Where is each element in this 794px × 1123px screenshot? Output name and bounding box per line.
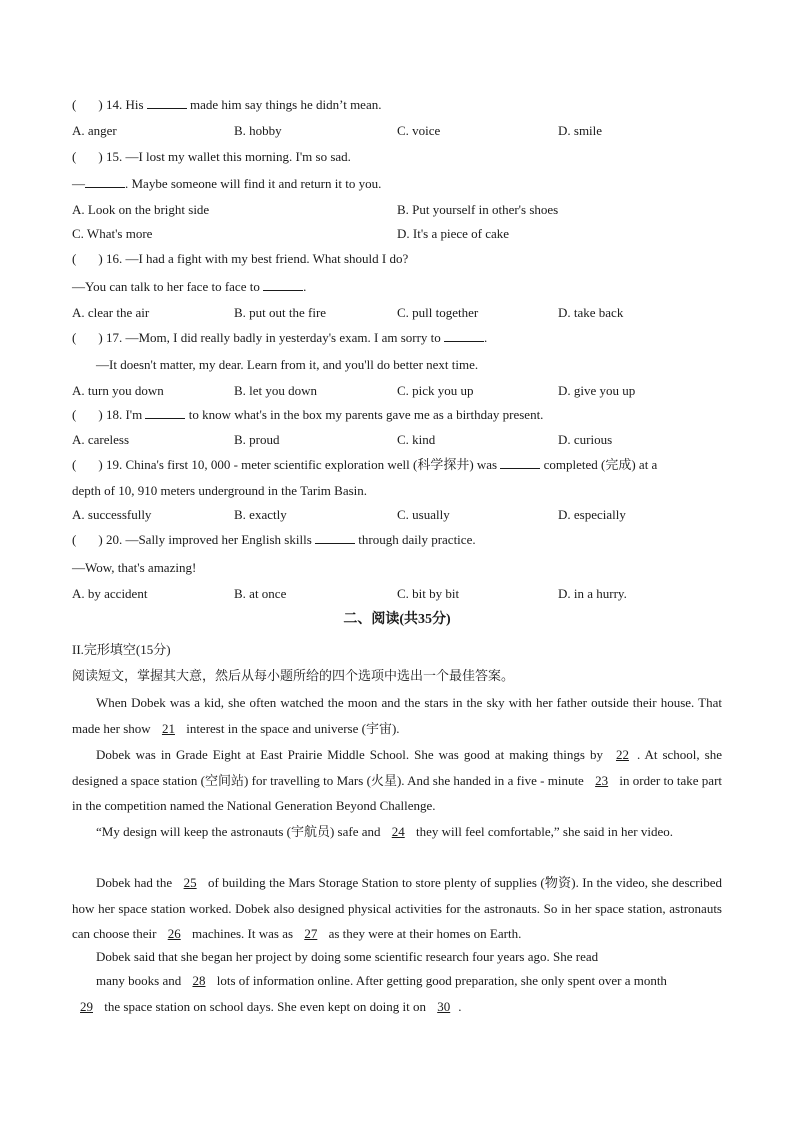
blank-28: 28 <box>192 973 206 988</box>
answer-blank <box>85 175 125 188</box>
answer-blank <box>147 96 187 109</box>
question-14: ( ) 14. His made him say things he didn’t mean. <box>72 97 382 112</box>
question-18: ( ) 18. I'm to know what's in the box my parents gave me as a birthday present. <box>72 407 544 422</box>
option-c: C. kind <box>397 432 436 447</box>
cloze-paragraph-2: Dobek was in Grade Eight at East Prairie Middle School. She was good at making things by 22 . At school, she designed a space station (空间站) for travelling to Mars (火星). And she handed in a five - minute 23 in order to take part in the competition named the National Generation Beyond Challenge. <box>72 742 722 819</box>
option-c: C. usually <box>397 507 450 522</box>
question-19-cont: depth of 10, 910 meters underground in the Tarim Basin. <box>72 483 368 498</box>
option-d: D. in a hurry. <box>558 586 627 601</box>
option-d: D. It's a piece of cake <box>397 226 510 241</box>
option-d: D. smile <box>558 123 603 138</box>
option-a: A. turn you down <box>72 383 164 398</box>
answer-blank <box>315 531 355 544</box>
question-number: 14 <box>105 97 119 112</box>
option-a: A. clear the air <box>72 305 150 320</box>
blank-27: 27 <box>304 926 318 941</box>
option-b: B. at once <box>234 586 287 601</box>
option-c: C. pick you up <box>397 383 474 398</box>
option-d: D. especially <box>558 507 626 522</box>
blank-21: 21 <box>161 720 175 736</box>
answer-blank <box>263 278 303 291</box>
option-b: B. proud <box>234 432 280 447</box>
blank-24: 24 <box>391 824 405 839</box>
option-c: C. voice <box>397 123 441 138</box>
cloze-paragraph-5-line-1: Dobek said that she began her project by doing some scientific research four years ago. She read <box>96 949 599 964</box>
option-c: C. bit by bit <box>397 586 460 601</box>
blank-22: 22 <box>615 747 629 762</box>
option-a: A. by accident <box>72 586 148 601</box>
answer-blank <box>145 406 185 419</box>
option-b: B. hobby <box>234 123 282 138</box>
question-19: ( ) 19. China's first 10, 000 - meter scientific exploration well (科学探井) was completed (完成) at a <box>72 457 658 472</box>
option-b: B. Put yourself in other's shoes <box>397 202 559 217</box>
option-a: A. anger <box>72 123 117 138</box>
cloze-paragraph-4: Dobek had the 25 of building the Mars Storage Station to store plenty of supplies (物资). In the video, she described how her space station worked. Dobek also designed physical activities for the astronauts. So in her space station, astronauts can choose their 26 machines. It was as 27 as they were at their homes on Earth. <box>72 870 722 947</box>
question-16-reply: —You can talk to her face to face to . <box>72 279 307 294</box>
blank-30: 30 <box>437 999 451 1014</box>
cloze-paragraph-5: many books and 28 lots of information online. After getting good preparation, she only spent over a month <box>96 968 722 994</box>
question-17-reply: —It doesn't matter, my dear. Learn from it, and you'll do better next time. <box>96 357 479 372</box>
question-15-reply: — . Maybe someone will find it and return it to you. <box>72 176 382 191</box>
blank-23: 23 <box>595 772 609 788</box>
cloze-instruction: 阅读短文，掌握其大意，然后从每小题所给的四个选项中选出一个最佳答案。 <box>72 668 515 683</box>
question-17: ( ) 17. —Mom, I did really badly in yesterday's exam. I am sorry to . <box>72 330 488 345</box>
cloze-paragraph-1: When Dobek was a kid, she often watched the moon and the stars in the sky with her father outside their house. That made her show 21 interest in the space and universe (宇宙). <box>72 690 722 741</box>
cloze-paragraph-3: “My design will keep the astronauts (宇航员) safe and 24 they will feel comfortable,” she said in her video. <box>72 819 722 845</box>
option-d: D. curious <box>558 432 613 447</box>
option-b: B. let you down <box>234 383 318 398</box>
blank-25: 25 <box>183 875 197 890</box>
blank-26: 26 <box>167 926 181 941</box>
question-20: ( ) 20. —Sally improved her English skills through daily practice. <box>72 532 476 547</box>
question-16: ( ) 16. —I had a fight with my best friend. What should I do? <box>72 251 409 266</box>
option-a: A. careless <box>72 432 130 447</box>
blank-29: 29 <box>80 999 93 1014</box>
option-a: A. Look on the bright side <box>72 202 210 217</box>
answer-blank <box>444 329 484 342</box>
option-a: A. successfully <box>72 507 152 522</box>
cloze-paragraph-5-end: 29 the space station on school days. She even kept on doing it on 30 . <box>72 994 722 1020</box>
question-20-reply: —Wow, that's amazing! <box>72 560 197 575</box>
cloze-title: II.完形填空(15分) <box>72 642 171 657</box>
option-d: D. give you up <box>558 383 636 398</box>
option-b: B. put out the fire <box>234 305 327 320</box>
option-c: C. What's more <box>72 226 153 241</box>
section-title: 二、阅读(共35分) <box>343 612 451 627</box>
option-b: B. exactly <box>234 507 287 522</box>
answer-blank <box>500 456 540 469</box>
question-15: ( ) 15. —I lost my wallet this morning. I'm so sad. <box>72 149 351 164</box>
option-c: C. pull together <box>397 305 479 320</box>
option-d: D. take back <box>558 305 624 320</box>
